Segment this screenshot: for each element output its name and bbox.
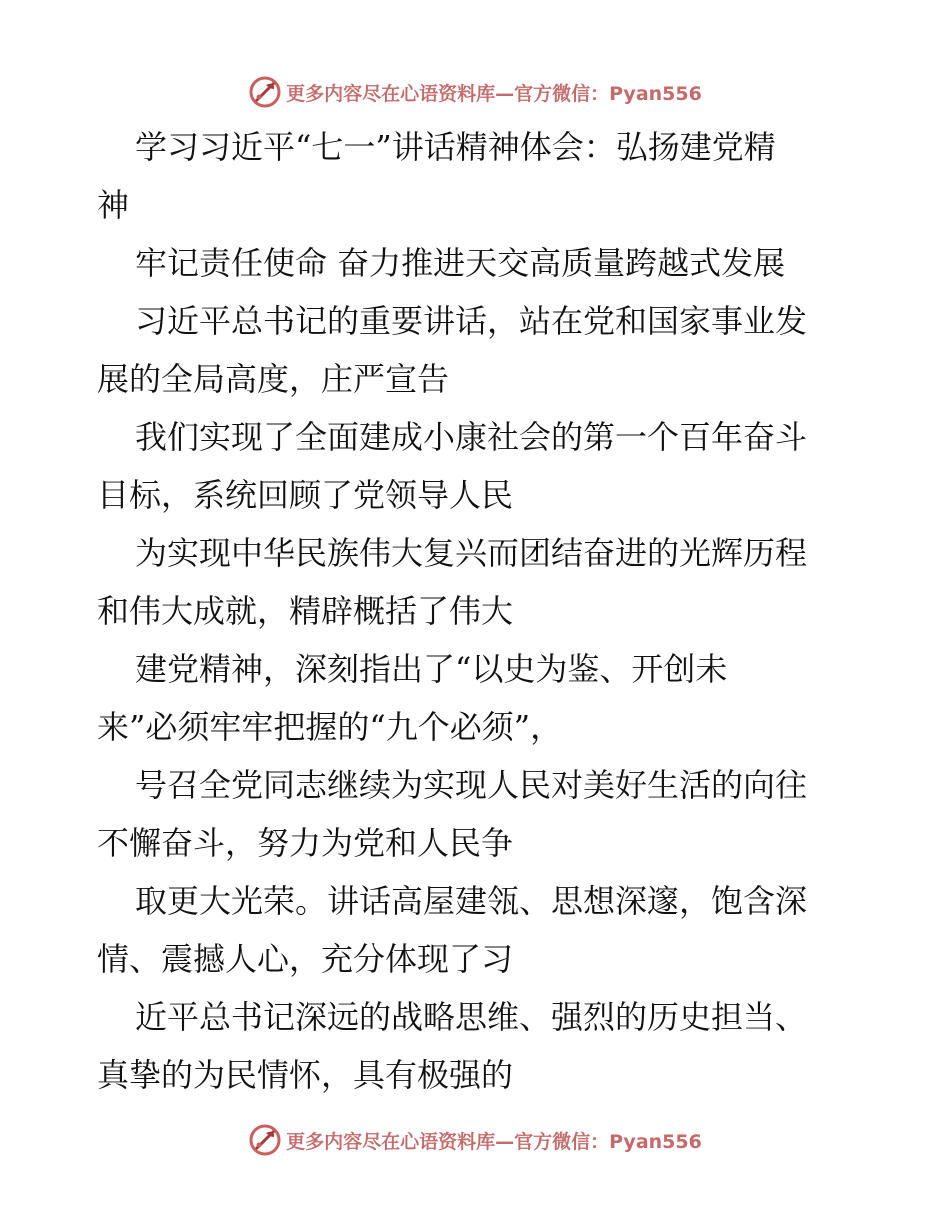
body-line: 展的全局高度，庄严宣告 xyxy=(97,360,450,398)
body-line: 建党精神，深刻指出了“以史为鉴、开创未 xyxy=(135,650,728,688)
body-line: 真挚的为民情怀，具有极强的 xyxy=(97,1056,514,1094)
body-line: 来”必须牢牢把握的“九个必须”， xyxy=(97,708,563,746)
body-line: 我们实现了全面建成小康社会的第一个百年奋斗 xyxy=(135,418,808,456)
body-line: 牢记责任使命 奋力推进天交高质量跨越式发展 xyxy=(135,244,786,282)
document-body xyxy=(97,118,857,1104)
body-line: 取更大光荣。讲话高屋建瓴、思想深邃，饱含深 xyxy=(135,882,808,920)
body-line: 目标，系统回顾了党领导人民 xyxy=(97,476,514,514)
body-line: 习近平总书记的重要讲话，站在党和国家事业发 xyxy=(135,302,808,340)
footer-text: 更多内容尽在心语资料库—官方微信：Pyan556 xyxy=(286,1130,702,1153)
body-line: 神 xyxy=(97,186,130,224)
body-line: 不懈奋斗，努力为党和人民争 xyxy=(97,824,514,862)
header-text: 更多内容尽在心语资料库—官方微信：Pyan556 xyxy=(286,82,702,105)
body-line: 号召全党同志继续为实现人民对美好生活的向往 xyxy=(135,766,808,804)
body-line: 和伟大成就，精辟概括了伟大 xyxy=(97,592,514,630)
quill-circle-logo-icon xyxy=(248,1123,282,1157)
footer-banner xyxy=(0,1120,950,1160)
header-banner xyxy=(0,72,950,112)
body-line: 学习习近平“七一”讲话精神体会：弘扬建党精 xyxy=(135,128,776,166)
body-line: 情、震撼人心，充分体现了习 xyxy=(97,940,514,978)
body-line: 为实现中华民族伟大复兴而团结奋进的光辉历程 xyxy=(135,534,808,572)
quill-circle-logo-icon xyxy=(248,75,282,109)
body-line: 近平总书记深远的战略思维、强烈的历史担当、 xyxy=(135,998,808,1036)
